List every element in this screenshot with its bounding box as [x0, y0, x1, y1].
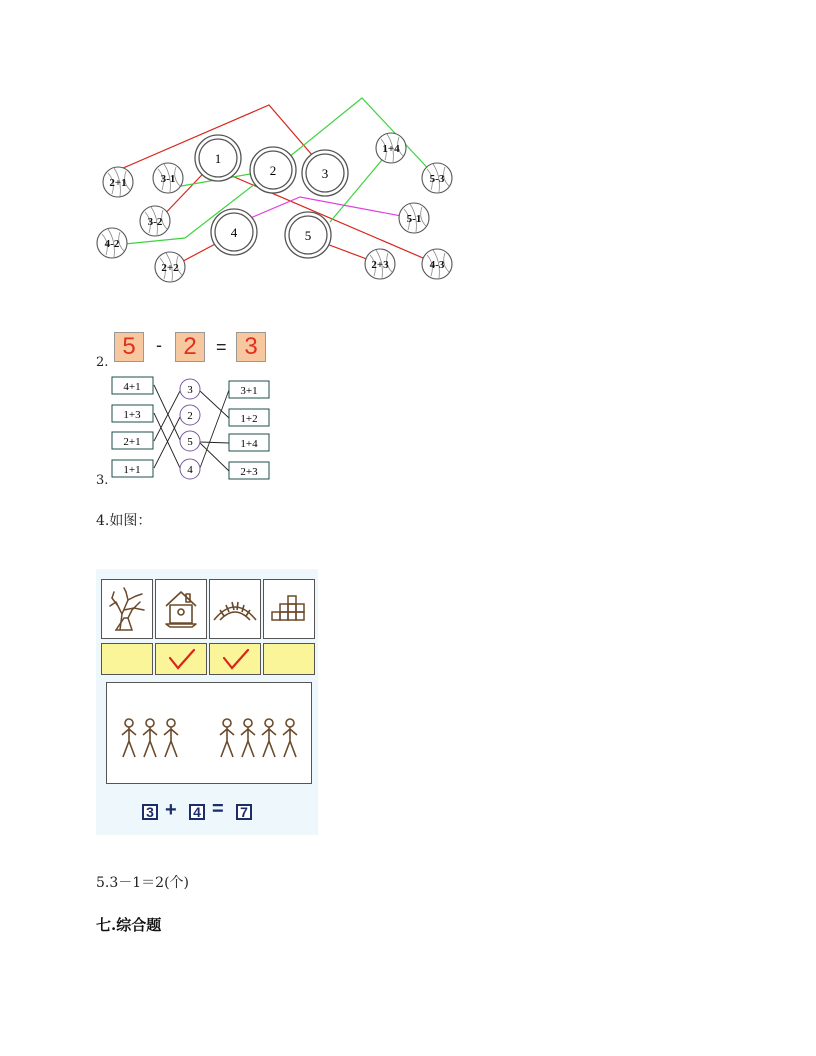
people-figures [107, 683, 311, 783]
right-boxes [229, 381, 269, 479]
ball-label: 3-1 [160, 173, 176, 185]
tree-picture-cell [101, 579, 153, 639]
circle-2 [250, 147, 296, 193]
left-box-text: 4+1 [123, 381, 141, 393]
check-cell-4 [263, 643, 315, 675]
equation-result: 7 [236, 804, 252, 820]
equals-sign: = [216, 337, 227, 357]
circle-4 [211, 209, 257, 255]
ball-label: 2+2 [161, 262, 179, 274]
check-mark-icon [156, 644, 206, 674]
matching-diagram-3 [108, 372, 274, 484]
ball-2+3 [365, 249, 395, 279]
item-4-picture-panel [96, 569, 318, 835]
middle-circle-text: 2 [187, 410, 193, 422]
middle-circle-text: 4 [187, 464, 193, 476]
check-cell-1 [101, 643, 153, 675]
line-4plus1-to-5 [154, 385, 180, 440]
person-figure [164, 719, 178, 757]
ball-label: 1+4 [382, 143, 400, 155]
person-figure [262, 719, 276, 757]
person-figure [283, 719, 297, 757]
ball-4-2 [97, 228, 127, 258]
svg-text:4: 4 [230, 225, 238, 240]
ball-label: 4-3 [429, 259, 445, 271]
blocks-picture-cell [263, 579, 315, 639]
left-boxes [112, 377, 153, 477]
check-cell-3 [209, 643, 261, 675]
ball-3-1 [153, 163, 183, 193]
line-4-to-3plus1 [200, 390, 229, 468]
ball-3-2 [140, 206, 170, 236]
ball-4-3 [422, 249, 452, 279]
blocks-icon [264, 580, 314, 638]
left-box-text: 1+3 [123, 409, 141, 421]
tree-icon [102, 580, 152, 638]
minus-sign: - [156, 335, 162, 355]
subtrahend-box: 2 [175, 332, 205, 362]
bridge-picture-cell [209, 579, 261, 639]
right-box-text: 1+2 [240, 413, 258, 425]
line-2plus1-to-3 [154, 391, 180, 441]
ball-label: 5-3 [429, 173, 445, 185]
middle-circle-text: 5 [187, 436, 193, 448]
section-heading: 七.综合题 [96, 916, 162, 934]
matching-diagram-1 [90, 90, 470, 290]
left-box-text: 1+1 [123, 464, 141, 476]
item-4-label: 4.如图： [96, 513, 152, 529]
svg-text:2: 2 [269, 163, 277, 178]
house-picture-cell [155, 579, 207, 639]
person-figure [220, 719, 234, 757]
ball-label: 2+1 [109, 177, 127, 189]
check-mark-icon [210, 644, 260, 674]
ball-label: 5-1 [406, 213, 422, 225]
circle-1 [195, 135, 241, 181]
minuend-box: 5 [114, 332, 144, 362]
item-3-number: 3. [96, 473, 109, 488]
bridge-icon [210, 580, 260, 638]
ball-label: 3-2 [147, 216, 163, 228]
svg-text:3: 3 [321, 166, 329, 181]
people-box [106, 682, 312, 784]
ball-label: 2+3 [371, 259, 389, 271]
item-5-text: 5.3－1＝2(个) [96, 875, 190, 891]
svg-text:1: 1 [214, 151, 222, 166]
line-3-to-1plus2 [200, 391, 229, 418]
line-5-to-1plus4 [200, 442, 229, 443]
ball-1+4 [376, 133, 406, 163]
circle-5 [285, 212, 331, 258]
equation-addend-a: 3 [142, 804, 158, 820]
ball-label: 4-2 [104, 238, 120, 250]
left-box-text: 2+1 [123, 436, 141, 448]
svg-text:5: 5 [304, 228, 312, 243]
person-figure [122, 719, 136, 757]
result-box: 3 [236, 332, 266, 362]
ball-5-1 [399, 203, 429, 233]
item-2-number: 2. [96, 355, 109, 370]
right-box-text: 1+4 [240, 438, 258, 450]
equation-addend-b: 4 [189, 804, 205, 820]
circle-3 [302, 150, 348, 196]
middle-circle-text: 3 [187, 384, 193, 396]
person-figure [241, 719, 255, 757]
ball-2+2 [155, 252, 185, 282]
middle-circles [180, 379, 200, 479]
right-box-text: 3+1 [240, 385, 258, 397]
equation-plus: + [165, 799, 177, 821]
check-cell-2 [155, 643, 207, 675]
house-icon [156, 580, 206, 638]
ball-2+1 [103, 167, 133, 197]
ball-5-3 [422, 163, 452, 193]
equation-equals: = [212, 798, 224, 820]
right-box-text: 2+3 [240, 466, 258, 478]
person-figure [143, 719, 157, 757]
big-circles [195, 135, 348, 258]
